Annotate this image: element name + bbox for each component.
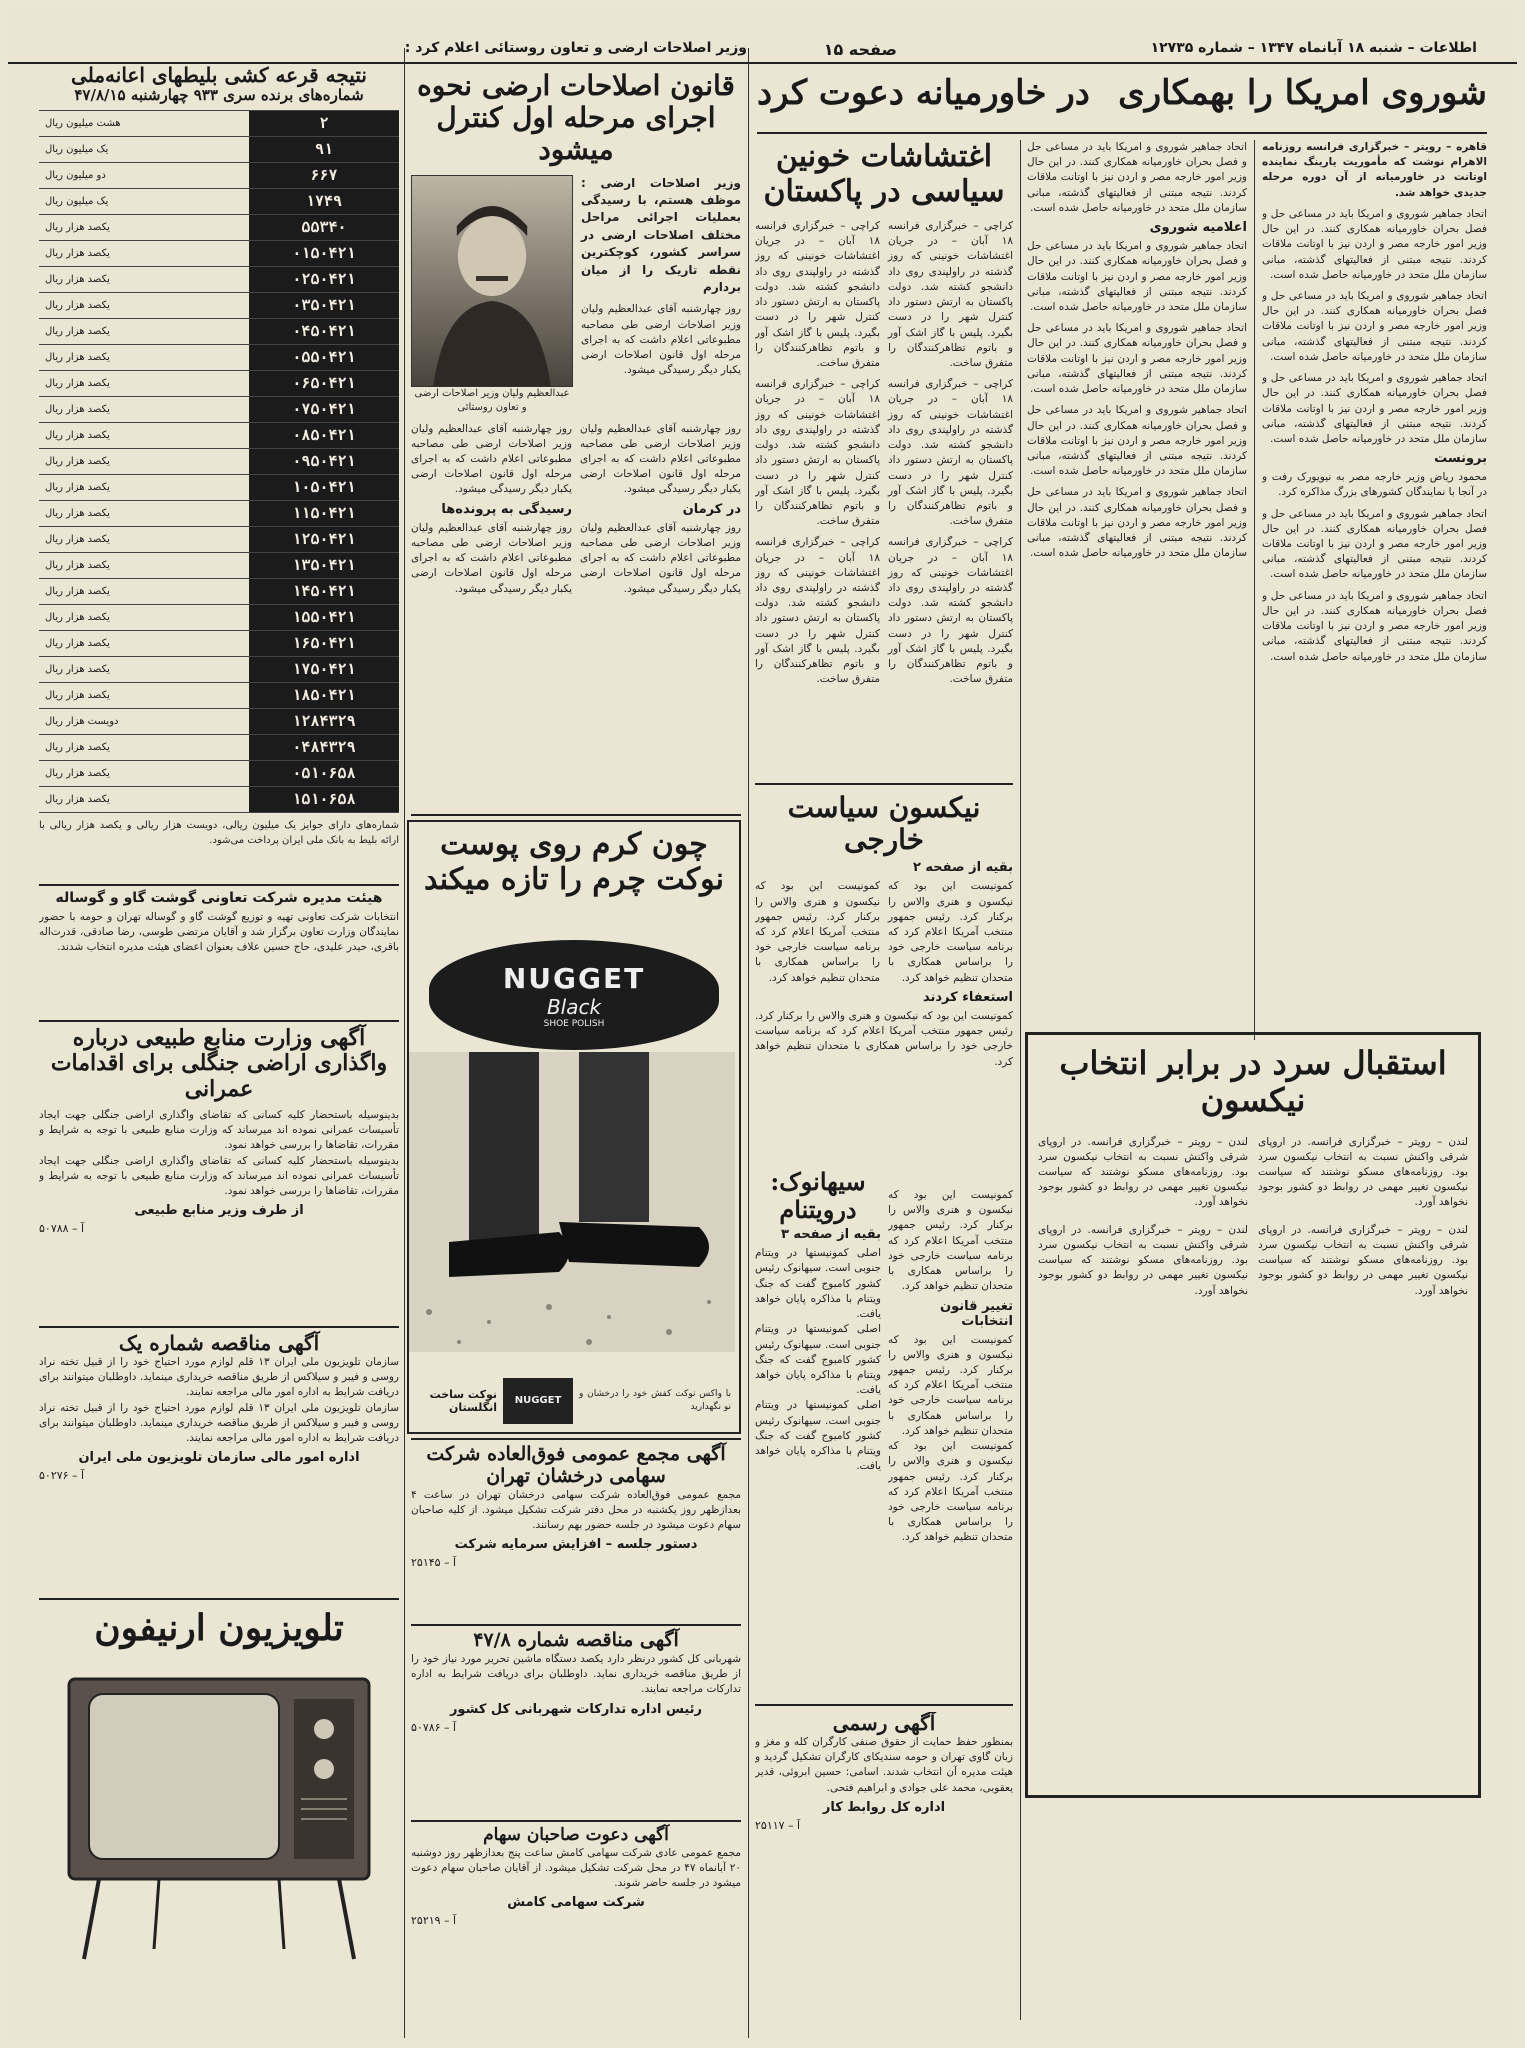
cold-reception-body: لندن – رویتر – خبرگزاری فرانسه. در اروپای شرقی واکنش نسبت به انتخاب نیکسون سرد بود. روزنامه‌های مسکو نوشتند که سیاست نیکسون تغییر مهمی در روابط دو کشور بوجود نخواهد آورد. — [1258, 1135, 1468, 1209]
pakistan-body-6: کراچی – خبرگزاری فرانسه ۱۸ آبان – در جریان اغتشاشات خونینی که روز گذشته در راولپندی روی داد دانشجو کشته شد. دولت پاکستان به ارتش دستور داد کنترل شهر را در دست بگیرد. پلیس با گاز اشک آور و باتوم تظاهرکنندگان را متفرق ساخت. — [755, 536, 880, 686]
official-code: آ – ۲۵۱۱۷ — [755, 1818, 801, 1832]
lottery-number: ۱۸۵۰۴۲۱ — [249, 683, 399, 708]
pakistan-article — [755, 140, 1013, 780]
assembly-body: مجمع عمومی فوق‌العاده شرکت سهامی درخشان تهران در ساعت ۴ بعدازظهر روز یکشنبه در محل دفتر شرکت تشکیل میشود. از کلیه صاحبان سهام دعوت میشود در جلسه حضور بهم رسانند. — [411, 1488, 741, 1532]
natural-resources-title: آگهی وزارت منابع طبیعی درباره واگذاری اراضی جنگلی برای اقدامات عمرانی — [50, 1025, 388, 1102]
lottery-number: ۱۵۵۰۴۲۱ — [249, 605, 399, 630]
lottery-prize: یکصد هزار ریال — [45, 430, 110, 442]
land-reform-body-4: روز چهارشنبه آقای عبدالعظیم ولیان وزیر اصلاحات ارضی طی مصاحبه مطبوعاتی اعلام داشت که به اجرای مرحله اول قانون اصلاحات ارضی یکبار دیگر رسیدگی میشود. — [580, 521, 741, 595]
soviet-cont-body-4: اتحاد جماهیر شوروی و امریکا باید در مساعی حل و فصل بحران خاورمیانه همکاری کنند. در این حال وزیر امور خارجه مصر و اردن نیز با اوتانت ملاقات کردند. نتیجه مبتنی از فعالیتهای گذشته، مبانی سازمان ملل متحد در خاورمیانه حاصل شده است. — [1027, 404, 1247, 478]
nixon-foreign-cont-body-2: کمونیست این بود که نیکسون و هنری والاس را برکنار کرد. رئیس جمهور منتخب آمریکا اعلام کرد که برنامه سیاست خارجی خود را براساس همکاری با متحدان تنظیم خواهد کرد. — [888, 1333, 1013, 1437]
lottery-number: ۰۸۵۰۴۲۱ — [249, 423, 399, 448]
natural-resources-body-2: بدینوسیله باستحضار کلیه کسانی که تقاضای واگذاری اراضی جنگلی جهت ایجاد تأسیسات عمرانی نموده اند میرساند که وزارت منابع طبیعی با توجه به شرایط و مقررات، تقاضاها را بررسی خواهد نمود. — [39, 1154, 399, 1197]
soviet-cont-body: اتحاد جماهیر شوروی و امریکا باید در مساعی حل و فصل بحران خاورمیانه همکاری کنند. در این حال وزیر امور خارجه مصر و اردن نیز با اوتانت ملاقات کردند. نتیجه مبتنی از فعالیتهای گذشته، مبانی سازمان ملل متحد در خاورمیانه حاصل شده است. — [1027, 141, 1247, 214]
soviet-body: اتحاد جماهیر شوروی و امریکا باید در مساعی حل و فصل بحران خاورمیانه همکاری کنند. در این حال وزیر امور خارجه مصر و اردن نیز با اوتانت ملاقات کردند. نتیجه مبتنی از فعالیتهای گذشته، مبانی سازمان ملل متحد در خاورمیانه حاصل شده است. — [1262, 207, 1487, 281]
lottery-prize: دویست هزار ریال — [45, 716, 119, 728]
lottery-prize: یکصد هزار ریال — [45, 404, 110, 416]
lottery-number: ۰۹۵۰۴۲۱ — [249, 449, 399, 474]
land-reform-title: قانون اصلاحات ارضی نحوه اجرای مرحله اول کنترل میشود — [417, 70, 735, 167]
lottery-row — [39, 215, 399, 241]
sihanouk-body: اصلی کمونیستها در ویتنام جنوبی است. سیهانوک رئیس کشور کامبوج گفت که جنگ ویتنام با مذاکره پایان خواهد یافت. — [755, 1247, 881, 1321]
lottery-prize: یکصد هزار ریال — [45, 222, 110, 234]
cold-reception-box — [1025, 1032, 1481, 1798]
lottery-row — [39, 293, 399, 319]
lottery-prize: یکصد هزار ریال — [45, 378, 110, 390]
sihanouk-body-3: اصلی کمونیستها در ویتنام جنوبی است. سیهانوک رئیس کشور کامبوج گفت که جنگ ویتنام با مذاکره پایان خواهد یافت. — [755, 1399, 881, 1473]
lottery-prize: هشت میلیون ریال — [45, 118, 121, 130]
tv-ad — [39, 1598, 399, 2040]
tender2-notice — [411, 1624, 741, 1816]
lottery-prize: یک میلیون ریال — [45, 196, 109, 208]
lottery-number: ۱۳۵۰۴۲۱ — [249, 553, 399, 578]
lottery-row — [39, 501, 399, 527]
soviet-body-3: اتحاد جماهیر شوروی و امریکا باید در مساعی حل و فصل بحران خاورمیانه همکاری کنند. در این حال وزیر امور خارجه مصر و اردن نیز با اوتانت ملاقات کردند. نتیجه مبتنی از فعالیتهای گذشته، مبانی سازمان ملل متحد در خاورمیانه حاصل شده است. — [1262, 372, 1487, 445]
lottery-number: ۱۰۵۰۴۲۱ — [249, 475, 399, 500]
tender2-signature: رئیس اداره تدارکات شهربانی کل کشور — [449, 1701, 703, 1717]
cold-reception-body-4: لندن – رویتر – خبرگزاری فرانسه. در اروپای شرقی واکنش نسبت به انتخاب نیکسون سرد بود. روزنامه‌های مسکو نوشتند که سیاست نیکسون تغییر مهمی در روابط دو کشور بوجود نخواهد آورد. — [1038, 1223, 1248, 1297]
soviet-body-2: اتحاد جماهیر شوروی و امریکا باید در مساعی حل و فصل بحران خاورمیانه همکاری کنند. در این حال وزیر امور خارجه مصر و اردن نیز با اوتانت ملاقات کردند. نتیجه مبتنی از فعالیتهای گذشته، مبانی سازمان ملل متحد در خاورمیانه حاصل شده است. — [1262, 289, 1487, 363]
meat-coop-notice — [39, 884, 399, 1016]
newspaper-page — [8, 8, 1517, 2040]
shareholders-title: آگهی دعوت صاحبان سهام — [483, 1825, 669, 1845]
soviet-dateline: قاهره – رویتر – خبرگزاری فرانسه روزنامه الاهرام نوشت که مأموریت یارینگ نماینده اوتانت در خاورمیانه از آن دوره مرحله جدیدی خواهد شد. — [1262, 141, 1487, 199]
lottery-row — [39, 579, 399, 605]
tender-body: سازمان تلویزیون ملی ایران ۱۳ قلم لوازم مورد احتیاج خود را از قبیل تخته نراد روسی و فیبر و سیلاکس از طریق مناقصه خریداری مینماید. داوطلبان میتوانند برای دریافت شرایط به اداره امور مالی مراجعه نمایند. — [39, 1356, 399, 1399]
land-reform-body-5: روز چهارشنبه آقای عبدالعظیم ولیان وزیر اصلاحات ارضی طی مصاحبه مطبوعاتی اعلام داشت که به اجرای مرحله اول قانون اصلاحات ارضی یکبار دیگر رسیدگی میشود. — [411, 521, 572, 595]
land-reform-body: روز چهارشنبه آقای عبدالعظیم ولیان وزیر اصلاحات ارضی طی مصاحبه مطبوعاتی اعلام داشت که به اجرای مرحله اول قانون اصلاحات ارضی یکبار دیگر رسیدگی میشود. — [581, 303, 741, 377]
natural-resources-code: آ – ۵۰۷۸۸ — [39, 1222, 85, 1236]
lottery-number: ۱۵۱۰۶۵۸ — [249, 787, 399, 812]
lottery-prize: یکصد هزار ریال — [45, 664, 110, 676]
lottery-number: ۰۳۵۰۴۲۱ — [249, 293, 399, 318]
nugget-ad — [407, 820, 741, 1434]
lottery-prize: یکصد هزار ریال — [45, 508, 110, 520]
lottery-prize: یکصد هزار ریال — [45, 482, 110, 494]
nugget-tin — [429, 940, 719, 1050]
nixon-foreign-title: نیکسون سیاست خارجی — [787, 792, 981, 857]
nugget-headline: چون کرم روی پوست نوکت چرم را تازه میکند — [423, 827, 725, 897]
lottery-number: ۱۱۵۰۴۲۱ — [249, 501, 399, 526]
pakistan-body-3: کراچی – خبرگزاری فرانسه ۱۸ آبان – در جریان اغتشاشات خونینی که روز گذشته در راولپندی روی داد دانشجو کشته شد. دولت پاکستان به ارتش دستور داد کنترل شهر را در دست بگیرد. پلیس با گاز اشک آور و باتوم تظاهرکنندگان را متفرق ساخت. — [888, 378, 1013, 528]
lottery-number: ۰۴۵۰۴۲۱ — [249, 319, 399, 344]
lead-headline-b: در خاورمیانه دعوت کرد — [757, 74, 1090, 113]
lottery-number: ۰۶۵۰۴۲۱ — [249, 371, 399, 396]
nixon-foreign-sub2: تغییر قانون انتخابات — [940, 1298, 1013, 1329]
assembly-title: آگهی مجمع عمومی فوق‌العاده شرکت سهامی درخشان تهران — [426, 1443, 726, 1487]
sihanouk-title: سیهانوک: درویتنام — [770, 1168, 866, 1224]
official-title: آگهی رسمی — [832, 1712, 936, 1735]
bronsiet-body: محمود ریاض وزیر خارجه مصر به نیویورک رفت و در آنجا با نمایندگان کشورهای بزرگ مذاکره کرد. — [1262, 471, 1487, 499]
shoes-illustration — [409, 1052, 735, 1352]
lottery-prize: یکصد هزار ریال — [45, 794, 110, 806]
nixon-foreign-cont — [888, 1188, 1013, 1658]
pakistan-body-4: کراچی – خبرگزاری فرانسه ۱۸ آبان – در جریان اغتشاشات خونینی که روز گذشته در راولپندی روی داد دانشجو کشته شد. دولت پاکستان به ارتش دستور داد کنترل شهر را در دست بگیرد. پلیس با گاز اشک آور و باتوم تظاهرکنندگان را متفرق ساخت. — [755, 378, 880, 528]
nugget-tagline: نوکت ساخت انگلستان — [429, 1388, 497, 1414]
lottery-row — [39, 631, 399, 657]
lottery-prize: یکصد هزار ریال — [45, 742, 110, 754]
lottery-prize: یکصد هزار ریال — [45, 534, 110, 546]
shareholders-body: مجمع عمومی عادی شرکت سهامی کامش ساعت پنج بعدازظهر روز دوشنبه ۲۰ آبانماه ۴۷ در محل شرکت تشکیل میشود. از آقایان صاحبان سهام دعوت میشود در جلسه حاضر شوند. — [411, 1846, 741, 1889]
nixon-foreign-sub1: استعفاء کردند — [922, 989, 1013, 1005]
soviet-cont-body-5: اتحاد جماهیر شوروی و امریکا باید در مساعی حل و فصل بحران خاورمیانه همکاری کنند. در این حال وزیر امور خارجه مصر و اردن نیز با اوتانت ملاقات کردند. نتیجه مبتنی از فعالیتهای گذشته، مبانی سازمان ملل متحد در خاورمیانه حاصل شده است. — [1027, 486, 1247, 560]
tv-illustration — [39, 1659, 399, 1989]
nugget-sub: SHOE POLISH — [543, 1019, 605, 1029]
lottery-prize: یکصد هزار ریال — [45, 326, 110, 338]
lottery-number: ۱۴۵۰۴۲۱ — [249, 579, 399, 604]
official-notice — [755, 1712, 1013, 2032]
nixon-foreign-body-2: کمونیست این بود که نیکسون و هنری والاس را برکنار کرد. رئیس جمهور منتخب آمریکا اعلام کرد که برنامه سیاست خارجی خود را براساس همکاری با متحدان تنظیم خواهد کرد. — [755, 880, 880, 984]
lottery-subtitle: شماره‌های برنده سری ۹۳۳ چهارشنبه ۴۷/۸/۱۵ — [74, 86, 364, 104]
lottery-prize: یکصد هزار ریال — [45, 300, 110, 312]
shareholders-notice — [411, 1820, 741, 2037]
lottery-prize: یکصد هزار ریال — [45, 638, 110, 650]
lottery-row — [39, 605, 399, 631]
lottery-table — [39, 110, 399, 813]
minister-photo — [411, 175, 573, 387]
page-number: صفحه ۱۵ — [823, 40, 897, 59]
meat-coop-title: هیئت مدیره شرکت تعاونی گوشت گاو و گوساله — [55, 890, 383, 906]
top-note: وزیر اصلاحات ارضی و تعاون روستائی اعلام کرد : — [404, 40, 747, 56]
land-reform-lead: وزیر اصلاحات ارضی : موظف هستم، با رسیدگی بعملیات اجرائی مراحل مختلف اصلاحات ارضی در سراسر کشور، کوچکترین نقطه تاریک را از میان بردارم — [581, 175, 741, 294]
lottery-number: ۰۵۵۰۴۲۱ — [249, 345, 399, 370]
nugget-color: Black — [546, 995, 602, 1019]
lottery-number: ۰۷۵۰۴۲۱ — [249, 397, 399, 422]
soviet-body-5: اتحاد جماهیر شوروی و امریکا باید در مساعی حل و فصل بحران خاورمیانه همکاری کنند. در این حال وزیر امور خارجه مصر و اردن نیز با اوتانت ملاقات کردند. نتیجه مبتنی از فعالیتهای گذشته، مبانی سازمان ملل متحد در خاورمیانه حاصل شده است. — [1262, 589, 1487, 663]
cold-reception-title: استقبال سرد در برابر انتخاب نیکسون — [1059, 1044, 1447, 1119]
lottery-row — [39, 111, 399, 137]
lottery-row — [39, 371, 399, 397]
minister-caption: عبدالعظیم ولیان وزیر اصلاحات ارضی و تعاون روستائی — [414, 387, 570, 414]
soviet-statement-heading: اعلامیه شوروی — [1149, 220, 1247, 236]
lottery-number: ۱۷۴۹ — [249, 189, 399, 214]
lottery-prize: یکصد هزار ریال — [45, 586, 110, 598]
pakistan-title: اغتشاشات خونین سیاسی در پاکستان — [763, 140, 1005, 209]
shareholders-code: آ – ۲۵۲۱۹ — [411, 1914, 457, 1928]
tender-title: آگهی مناقصه شماره یک — [118, 1331, 320, 1355]
sihanouk-continued: بقیه از صفحه ۳ — [780, 1227, 881, 1243]
lottery-row — [39, 423, 399, 449]
lottery-prize: یکصد هزار ریال — [45, 352, 110, 364]
lottery-number: ۰۲۵۰۴۲۱ — [249, 267, 399, 292]
natural-resources-signature: از طرف وزیر منابع طبیعی — [134, 1203, 304, 1219]
nixon-foreign-body: کمونیست این بود که نیکسون و هنری والاس را برکنار کرد. رئیس جمهور منتخب آمریکا اعلام کرد که برنامه سیاست خارجی خود را براساس همکاری با متحدان تنظیم خواهد کرد. — [888, 880, 1013, 984]
soviet-article — [1262, 140, 1487, 1050]
pakistan-body-2: کراچی – خبرگزاری فرانسه ۱۸ آبان – در جریان اغتشاشات خونینی که روز گذشته در راولپندی روی داد دانشجو کشته شد. دولت پاکستان به ارتش دستور داد کنترل شهر را در دست بگیرد. پلیس با گاز اشک آور و باتوم تظاهرکنندگان را متفرق ساخت. — [755, 220, 880, 369]
soviet-body-4: اتحاد جماهیر شوروی و امریکا باید در مساعی حل و فصل بحران خاورمیانه همکاری کنند. در این حال وزیر امور خارجه مصر و اردن نیز با اوتانت ملاقات کردند. نتیجه مبتنی از فعالیتهای گذشته، مبانی سازمان ملل متحد در خاورمیانه حاصل شده است. — [1262, 507, 1487, 581]
meat-coop-body: انتخابات شرکت تعاونی تهیه و توزیع گوشت گاو و گوساله تهران و حومه با حضور نمایندگان وزارت تعاون برگزار شد و آقایان مرتضی طوسی، رضا صادقی، قدرت‌اله باقری، حیدر علیدی، حاج حسین علاف بعنوان اعضای هیئت مدیره انتخاب شدند. — [39, 911, 399, 954]
tender2-code: آ – ۵۰۷۸۶ — [411, 1720, 457, 1734]
lottery-prize: یکصد هزار ریال — [45, 690, 110, 702]
soviet-cont-body-2: اتحاد جماهیر شوروی و امریکا باید در مساعی حل و فصل بحران خاورمیانه همکاری کنند. در این حال وزیر امور خارجه مصر و اردن نیز با اوتانت ملاقات کردند. نتیجه مبتنی از فعالیتهای گذشته، مبانی سازمان ملل متحد در خاورمیانه حاصل شده است. — [1027, 240, 1247, 313]
lottery-row — [39, 787, 399, 813]
lead-headline-a: شوروی امریکا را بهمکاری — [1118, 74, 1487, 113]
lottery-number: ۱۷۵۰۴۲۱ — [249, 657, 399, 682]
lottery-row — [39, 137, 399, 163]
masthead-bar — [8, 36, 1517, 64]
land-reform-sub2: رسیدگی به پرونده‌ها — [441, 501, 572, 517]
pakistan-body-5: کراچی – خبرگزاری فرانسه ۱۸ آبان – در جریان اغتشاشات خونینی که روز گذشته در راولپندی روی داد دانشجو کشته شد. دولت پاکستان به ارتش دستور داد کنترل شهر را در دست بگیرد. پلیس با گاز اشک آور و باتوم تظاهرکنندگان را متفرق ساخت. — [888, 536, 1013, 686]
natural-resources-notice — [39, 1020, 399, 1322]
lottery-row — [39, 319, 399, 345]
nugget-small-text: با واکس نوکت کفش خود را درخشان و نو نگهدارید — [579, 1388, 731, 1412]
land-reform-sub1: در کرمان — [682, 501, 741, 517]
tender-body-2: سازمان تلویزیون ملی ایران ۱۳ قلم لوازم مورد احتیاج خود را از قبیل تخته نراد روسی و فیبر و سیلاکس از طریق مناقصه خریداری مینماید. داوطلبان میتوانند برای دریافت شرایط به اداره امور مالی مراجعه نمایند. — [39, 1401, 399, 1445]
nugget-brand: NUGGET — [502, 962, 646, 995]
cold-reception-body-2: لندن – رویتر – خبرگزاری فرانسه. در اروپای شرقی واکنش نسبت به انتخاب نیکسون سرد بود. روزنامه‌های مسکو نوشتند که سیاست نیکسون تغییر مهمی در روابط دو کشور بوجود نخواهد آورد. — [1038, 1135, 1248, 1209]
nixon-foreign-cont-body-3: کمونیست این بود که نیکسون و هنری والاس را برکنار کرد. رئیس جمهور منتخب آمریکا اعلام کرد که برنامه سیاست خارجی خود را براساس همکاری با متحدان تنظیم خواهد کرد. — [888, 1440, 1013, 1544]
nugget-logo: NUGGET — [503, 1378, 573, 1424]
lottery-prize: یکصد هزار ریال — [45, 248, 110, 260]
tv-ad-title: تلویزیون ارنیفون — [94, 1607, 344, 1649]
tender-notice — [39, 1326, 399, 1588]
lottery-row — [39, 553, 399, 579]
issue-info: اطلاعات – شنبه ۱۸ آبانماه ۱۳۴۷ – شماره ۱۲۷۳۵ — [1150, 40, 1477, 56]
tender-signature: اداره امور مالی سازمان تلویزیون ملی ایران — [78, 1450, 360, 1466]
sihanouk-article — [755, 1168, 881, 1698]
lottery-row — [39, 475, 399, 501]
lottery-title: نتیجه قرعه کشی بلیطهای اعانه‌ملی — [71, 64, 367, 87]
pakistan-body: کراچی – خبرگزاری فرانسه ۱۸ آبان – در جریان اغتشاشات خونینی که روز گذشته در راولپندی روی داد دانشجو کشته شد. دولت پاکستان به ارتش دستور داد کنترل شهر را در دست بگیرد. پلیس با گاز اشک آور و باتوم تظاهرکنندگان را متفرق ساخت. — [888, 220, 1013, 369]
lead-headline — [757, 74, 1487, 132]
lottery-number: ۲ — [249, 111, 399, 136]
land-reform-body-2: روز چهارشنبه آقای عبدالعظیم ولیان وزیر اصلاحات ارضی طی مصاحبه مطبوعاتی اعلام داشت که به اجرای مرحله اول قانون اصلاحات ارضی یکبار دیگر رسیدگی میشود. — [580, 422, 741, 496]
soviet-cont-body-3: اتحاد جماهیر شوروی و امریکا باید در مساعی حل و فصل بحران خاورمیانه همکاری کنند. در این حال وزیر امور خارجه مصر و اردن نیز با اوتانت ملاقات کردند. نتیجه مبتنی از فعالیتهای گذشته، مبانی سازمان ملل متحد در خاورمیانه حاصل شده است. — [1027, 322, 1247, 396]
official-signature: اداره کل روابط کار — [822, 1799, 946, 1815]
lottery-number: ۱۲۸۴۳۲۹ — [249, 709, 399, 734]
lottery-prize: یکصد هزار ریال — [45, 560, 110, 572]
nixon-foreign-article — [755, 792, 1013, 1182]
lottery-number: ۵۵۳۴۰ — [249, 215, 399, 240]
official-body: بمنظور حفظ حمایت از حقوق صنفی کارگران کله و مغز و زبان گاوی تهران و حومه سندیکای کارگران تشکیل گردید و هیئت مدیره آن انتخاب شدند. اسامی: حسین ابروئی، قدیر یعقوبی، محمد علی جوادی و ابراهیم فتحی. — [755, 1736, 1013, 1794]
lottery-number: ۶۶۷ — [249, 163, 399, 188]
assembly-notice — [411, 1438, 741, 1620]
land-reform-body-3: روز چهارشنبه آقای عبدالعظیم ولیان وزیر اصلاحات ارضی طی مصاحبه مطبوعاتی اعلام داشت که به اجرای مرحله اول قانون اصلاحات ارضی یکبار دیگر رسیدگی میشود. — [411, 422, 572, 496]
lottery-prize: یکصد هزار ریال — [45, 456, 110, 468]
cold-reception-body-3: لندن – رویتر – خبرگزاری فرانسه. در اروپای شرقی واکنش نسبت به انتخاب نیکسون سرد بود. روزنامه‌های مسکو نوشتند که سیاست نیکسون تغییر مهمی در روابط دو کشور بوجود نخواهد آورد. — [1258, 1223, 1468, 1297]
lottery-prize: یکصد هزار ریال — [45, 612, 110, 624]
nixon-foreign-body-3: کمونیست این بود که نیکسون و هنری والاس را برکنار کرد. رئیس جمهور منتخب آمریکا اعلام کرد که برنامه سیاست خارجی خود را براساس همکاری با متحدان تنظیم خواهد کرد. — [755, 1009, 1013, 1068]
lottery-prize: دو میلیون ریال — [45, 170, 106, 182]
lottery-row — [39, 345, 399, 371]
lottery-number: ۱۶۵۰۴۲۱ — [249, 631, 399, 656]
lottery-row — [39, 709, 399, 735]
bronsiet-heading: برونست — [1434, 451, 1487, 467]
natural-resources-body: بدینوسیله باستحضار کلیه کسانی که تقاضای واگذاری اراضی جنگلی جهت ایجاد تأسیسات عمرانی نموده اند میرساند که وزارت منابع طبیعی با توجه به شرایط و مقررات، تقاضاها را بررسی خواهد نمود. — [39, 1108, 399, 1152]
lottery-row — [39, 267, 399, 293]
tender2-body: شهربانی کل کشور درنظر دارد یکصد دستگاه ماشین تحریر مورد نیاز خود را از طریق مناقصه خریداری نماید. داوطلبان برای دریافت شرایط به اداره تدارکات مراجعه نمایند. — [411, 1652, 741, 1696]
lottery-row — [39, 735, 399, 761]
lottery-row — [39, 189, 399, 215]
sihanouk-body-2: اصلی کمونیستها در ویتنام جنوبی است. سیهانوک رئیس کشور کامبوج گفت که جنگ ویتنام با مذاکره پایان خواهد یافت. — [755, 1323, 881, 1397]
lottery-row — [39, 683, 399, 709]
lottery-row — [39, 527, 399, 553]
lottery-number: ۰۵۱۰۶۵۸ — [249, 761, 399, 786]
assembly-signature: دستور جلسه – افزایش سرمایه شرکت — [454, 1537, 698, 1553]
soviet-article-cont — [1027, 140, 1247, 1020]
nixon-foreign-continued: بقیه از صفحه ۲ — [912, 860, 1013, 876]
lottery-number: ۰۱۵۰۴۲۱ — [249, 241, 399, 266]
lottery-number: ۱۲۵۰۴۲۱ — [249, 527, 399, 552]
tender-code: آ – ۵۰۲۷۶ — [39, 1469, 85, 1483]
lottery-row — [39, 163, 399, 189]
nixon-foreign-cont-body: کمونیست این بود که نیکسون و هنری والاس را برکنار کرد. رئیس جمهور منتخب آمریکا اعلام کرد که برنامه سیاست خارجی خود را براساس همکاری با متحدان تنظیم خواهد کرد. — [888, 1189, 1013, 1293]
tender2-title: آگهی مناقصه شماره ۴۷/۸ — [473, 1629, 679, 1651]
lottery-row — [39, 397, 399, 423]
lottery-note: شماره‌های دارای جوایز یک میلیون ریالی، دویست هزار ریالی و یکصد هزار ریالی با ارائه بلیط به بانک ملی ایران پرداخت می‌شود. — [39, 820, 399, 846]
lottery-row — [39, 761, 399, 787]
lottery-prize: یکصد هزار ریال — [45, 768, 110, 780]
lottery-box — [39, 64, 399, 884]
lottery-row — [39, 657, 399, 683]
lottery-number: ۰۴۸۴۳۲۹ — [249, 735, 399, 760]
lottery-prize: یک میلیون ریال — [45, 144, 109, 156]
lottery-prize: یکصد هزار ریال — [45, 274, 110, 286]
shareholders-signature: شرکت سهامی کامش — [507, 1895, 645, 1911]
lottery-number: ۹۱ — [249, 137, 399, 162]
assembly-code: آ – ۲۵۱۴۵ — [411, 1556, 457, 1570]
lottery-row — [39, 449, 399, 475]
lottery-row — [39, 241, 399, 267]
land-reform-article — [411, 70, 741, 810]
